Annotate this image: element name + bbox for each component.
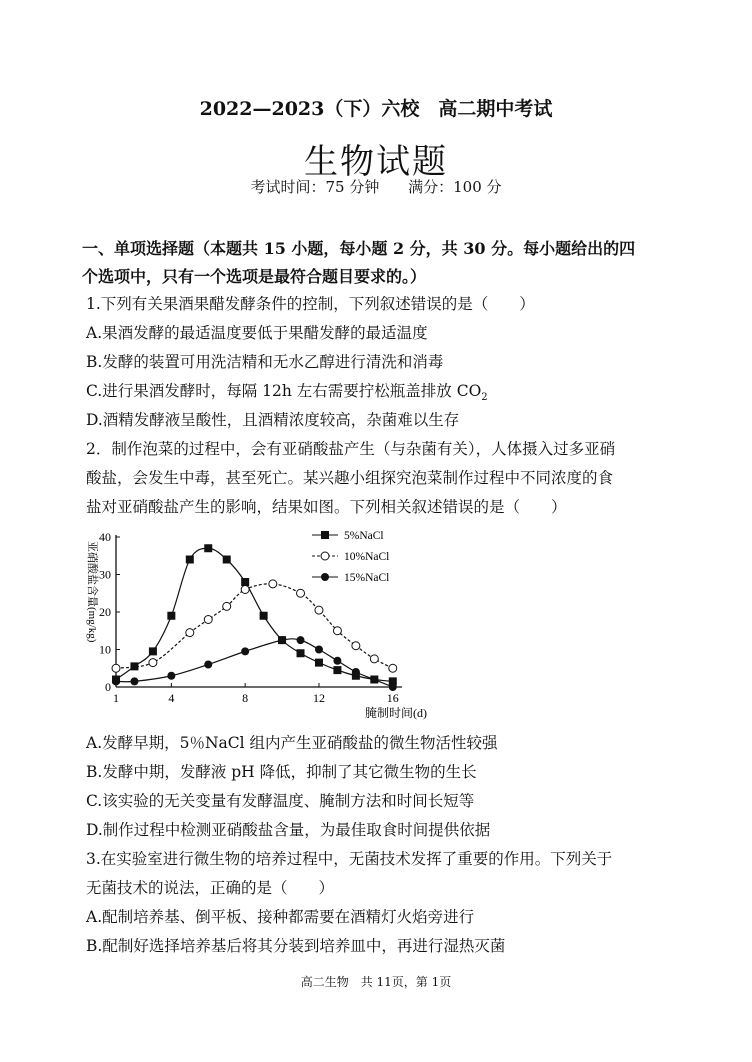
y-tick-label: 40 bbox=[99, 530, 111, 544]
data-point bbox=[167, 612, 175, 620]
exam-meta bbox=[0, 176, 752, 197]
x-axis-label: 腌制时间(d) bbox=[365, 706, 427, 720]
legend-label: 10%NaCl bbox=[344, 551, 390, 563]
data-point bbox=[352, 642, 360, 650]
q1-stem: 1.下列有关果酒果醋发酵条件的控制，下列叙述错误的是（ ） bbox=[86, 295, 535, 313]
q2-stem-line1: 2．制作泡菜的过程中，会有亚硝酸盐产生（与杂菌有关），人体摄入过多亚硝 bbox=[86, 440, 616, 458]
data-point bbox=[315, 606, 323, 614]
data-point bbox=[186, 629, 194, 637]
data-point bbox=[223, 556, 231, 564]
data-point bbox=[260, 612, 268, 620]
data-point bbox=[333, 657, 341, 665]
y-tick-label: 30 bbox=[99, 567, 111, 582]
q1-option-c-text: C.进行果酒发酵时，每隔 12h 左右需要拧松瓶盖排放 CO bbox=[86, 382, 482, 400]
data-point bbox=[241, 647, 249, 655]
data-point bbox=[149, 647, 157, 655]
exam-time: 考试时间：75 分钟 bbox=[250, 178, 380, 196]
q2-option-c: C.该实验的无关变量有发酵温度、腌制方法和时间长短等 bbox=[86, 792, 475, 810]
data-point bbox=[321, 552, 329, 560]
data-point bbox=[204, 661, 212, 669]
series-line bbox=[116, 639, 393, 687]
data-point bbox=[269, 580, 277, 588]
data-point bbox=[130, 677, 138, 685]
data-point bbox=[297, 649, 305, 657]
page-footer: 高二生物 共 11页，第 1页 bbox=[300, 975, 452, 989]
data-point bbox=[204, 544, 212, 552]
q1-option-c-subscript: 2 bbox=[481, 392, 488, 404]
data-point bbox=[315, 659, 323, 667]
q2-option-a: A.发酵早期，5％NaCl 组内产生亚硝酸盐的微生物活性较强 bbox=[86, 734, 498, 752]
data-point bbox=[370, 655, 378, 663]
chart-series bbox=[112, 544, 397, 691]
data-point bbox=[167, 672, 175, 680]
y-axis-label: 亚硝酸盐含量(mg/kg) bbox=[86, 541, 98, 643]
data-point bbox=[241, 578, 249, 586]
section-heading-line1: 一、单项选择题（本题共 15 小题，每小题 2 分，共 30 分。每小题给出的四 bbox=[82, 239, 636, 258]
x-tick-label: 16 bbox=[386, 691, 399, 705]
x-tick-label: 4 bbox=[168, 691, 175, 705]
data-point bbox=[297, 636, 305, 644]
q1-option-a: A.果酒发酵的最适温度要低于果醋发酵的最适温度 bbox=[86, 324, 428, 342]
data-point bbox=[370, 676, 378, 684]
x-tick-label: 1 bbox=[113, 691, 119, 705]
q2-stem-line2: 酸盐，会发生中毒，甚至死亡。某兴趣小组探究泡菜制作过程中不同浓度的食 bbox=[86, 469, 614, 487]
subject-title: 生物试题 bbox=[304, 142, 448, 182]
full-score: 满分：100 分 bbox=[408, 178, 502, 196]
data-point bbox=[112, 664, 120, 672]
legend-label: 5%NaCl bbox=[344, 530, 384, 542]
data-point bbox=[315, 646, 323, 654]
y-tick-label: 0 bbox=[105, 680, 111, 694]
data-point bbox=[204, 616, 212, 624]
data-point bbox=[352, 668, 360, 676]
series-line bbox=[116, 548, 393, 681]
data-point bbox=[333, 666, 341, 674]
data-point bbox=[278, 636, 286, 644]
data-point bbox=[321, 531, 329, 539]
q2-option-b: B.发酵中期，发酵液 pH 降低，抑制了其它微生物的生长 bbox=[86, 763, 477, 781]
q1-option-d: D.酒精发酵液呈酸性，且酒精浓度较高，杂菌难以生存 bbox=[86, 411, 460, 429]
q2-stem-line3: 盐对亚硝酸盐产生的影响，结果如图。下列相关叙述错误的是（ ） bbox=[86, 498, 567, 516]
chart-legend bbox=[312, 530, 389, 584]
data-point bbox=[241, 586, 249, 594]
data-point bbox=[297, 589, 305, 597]
exam-title: 2022—2023（下）六校 高二期中考试 bbox=[199, 98, 553, 120]
q1-option-b: B.发酵的装置可用洗洁精和无水乙醇进行清洗和消毒 bbox=[86, 353, 444, 371]
x-tick-label: 8 bbox=[242, 691, 249, 705]
data-point bbox=[223, 602, 231, 610]
nitrite-chart bbox=[80, 525, 427, 720]
q1-option-c bbox=[86, 379, 488, 403]
q3-option-a: A.配制培养基、倒平板、接种都需要在酒精灯火焰旁进行 bbox=[86, 908, 475, 926]
legend-label: 15%NaCl bbox=[344, 572, 390, 584]
data-point bbox=[112, 677, 120, 685]
x-tick-label: 12 bbox=[312, 691, 325, 705]
section-heading-line2: 个选项中，只有一个选项是最符合题目要求的。） bbox=[82, 267, 427, 286]
data-point bbox=[321, 573, 329, 581]
data-point bbox=[389, 683, 397, 691]
y-tick-label: 10 bbox=[99, 642, 111, 657]
y-tick-label: 20 bbox=[99, 605, 111, 619]
data-point bbox=[186, 556, 194, 564]
data-point bbox=[333, 627, 341, 635]
data-point bbox=[149, 659, 157, 667]
q2-option-d: D.制作过程中检测亚硝酸盐含量，为最佳取食时间提供依据 bbox=[86, 821, 491, 839]
q3-option-b: B.配制好选择培养基后将其分装到培养皿中，再进行湿热灭菌 bbox=[86, 937, 506, 955]
q3-stem-line2: 无菌技术的说法，正确的是（ ） bbox=[86, 879, 335, 897]
series-line bbox=[116, 584, 393, 668]
q3-stem-line1: 3.在实验室进行微生物的培养过程中，无菌技术发挥了重要的作用。下列关于 bbox=[86, 850, 613, 868]
data-point bbox=[389, 664, 397, 672]
